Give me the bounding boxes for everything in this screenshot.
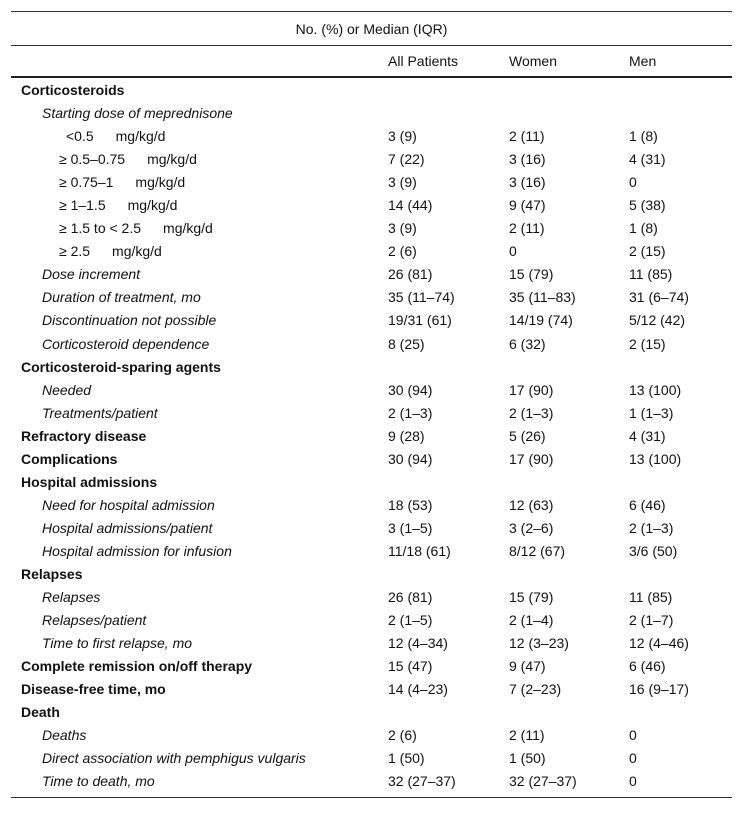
dose-unit: mg/kg/d [147,151,197,168]
women-value [498,563,618,586]
women-value: 17 (90) [509,381,554,398]
all-patients-value: 30 (94) [388,450,433,467]
dose-range-cell [11,217,377,240]
women-value: 3 (2–6) [509,519,554,536]
row-label: Time to first relapse, mo [42,635,193,652]
women-value: 15 (79) [509,266,554,283]
column-header-men: Men [618,46,732,78]
women-value: 12 (63) [509,496,554,513]
dose-range-cell [11,171,377,194]
row-label: Corticosteroid dependence [42,335,210,352]
men-value [618,77,732,102]
table-row [11,701,732,724]
column-header-women: Women [498,46,618,78]
table-body [11,77,732,798]
all-patients-value: 32 (27–37) [377,770,498,798]
row-label: Needed [42,381,92,398]
table-row [11,379,732,402]
column-header-all-patients: All Patients [377,46,498,78]
all-patients-value: 26 (81) [388,589,433,606]
all-patients-value: 3 (9) [388,128,417,145]
table-row [11,309,732,332]
women-value [498,701,618,724]
all-patients-value: 2 (1–3) [388,404,433,421]
section-label: Complete remission on/off therapy [21,658,253,675]
men-value: 13 (100) [629,381,682,398]
all-patients-value [377,102,498,125]
dose-unit: mg/kg/d [135,174,186,191]
row-label: Relapses/patient [42,612,147,629]
women-value: 3 (16) [509,151,546,168]
women-value: 0 [509,243,517,260]
row-label: Hospital admissions/patient [42,519,213,536]
men-value: 2 (1–3) [629,519,674,536]
men-value: 0 [629,750,637,767]
table-row [11,125,732,148]
table-row [11,77,732,102]
all-patients-value: 14 (4–23) [388,681,448,698]
section-label: Relapses [21,566,83,582]
men-value: 0 [629,727,637,744]
all-patients-value: 15 (47) [388,658,433,675]
women-value: 17 (90) [509,450,554,467]
all-patients-value [377,471,498,494]
men-value: 5/12 (42) [629,312,686,329]
all-patients-value: 2 (6) [388,727,417,744]
women-value: 2 (11) [509,220,545,237]
table-row [11,747,732,770]
table-row [11,471,732,494]
row-label: Deaths [42,727,87,744]
spanning-header-row [11,12,732,46]
table-row [11,217,732,240]
men-value: 2 (15) [629,335,666,352]
men-value: 12 (4–46) [629,635,689,652]
table-row [11,148,732,171]
table-row [11,678,732,701]
all-patients-value [377,563,498,586]
men-value: 1 (8) [629,128,658,145]
women-value: 9 (47) [509,658,546,675]
dose-range-cell [11,148,377,171]
table-row [11,425,732,448]
men-value: 16 (9–17) [629,681,689,698]
men-value: 11 (85) [629,266,673,283]
all-patients-value: 26 (81) [388,266,433,283]
women-value: 2 (1–4) [509,612,554,629]
men-value [618,563,732,586]
all-patients-value: 2 (6) [388,243,417,260]
row-label: Time to death, mo [11,770,377,798]
row-label: Duration of treatment, mo [42,289,201,306]
all-patients-value: 14 (44) [388,197,433,214]
section-label: Disease-free time, mo [21,681,166,698]
dose-range-label: ≥ 1–1.5 [59,197,106,214]
table-row [11,171,732,194]
table-row [11,632,732,655]
women-value: 7 (2–23) [509,681,562,698]
men-value [618,102,732,125]
table-row [11,563,732,586]
table-row [11,724,732,747]
row-label: Relapses [42,589,101,606]
row-label: Dose increment [42,266,141,283]
women-value [498,77,618,102]
men-value: 1 (8) [629,220,658,237]
row-label: Hospital admission for infusion [42,542,232,559]
men-value: 0 [618,770,732,798]
women-value [498,471,618,494]
women-value: 2 (11) [509,128,545,145]
women-value: 14/19 (74) [509,312,573,329]
women-value: 3 (16) [509,174,546,191]
all-patients-value: 19/31 (61) [388,312,452,329]
table-row [11,102,732,125]
women-value: 8/12 (67) [509,542,566,559]
men-value: 3/6 (50) [629,542,678,559]
table-row [11,286,732,309]
men-value: 0 [629,174,637,191]
women-value: 35 (11–83) [509,289,576,306]
table-row [11,333,732,356]
men-value [618,701,732,724]
table-row [11,517,732,540]
all-patients-value: 11/18 (61) [388,542,451,559]
dose-range-label: ≥ 0.5–0.75 [59,151,126,168]
dose-unit: mg/kg/d [163,220,213,237]
all-patients-value: 7 (22) [388,151,425,168]
all-patients-value: 3 (1–5) [388,519,433,536]
section-label: Hospital admissions [21,473,158,490]
all-patients-value: 18 (53) [388,496,433,513]
row-label: Need for hospital admission [42,496,215,513]
table-row [11,770,732,798]
section-label: Corticosteroids [21,82,125,99]
all-patients-value: 8 (25) [388,335,425,352]
table-row [11,194,732,217]
data-table [11,11,732,798]
dose-range-cell [11,125,377,148]
dose-unit: mg/kg/d [112,243,162,260]
men-value: 6 (46) [629,658,666,675]
women-value: 1 (50) [509,750,546,767]
section-label: Refractory disease [21,427,147,444]
all-patients-value: 35 (11–74) [388,289,455,306]
table-row [11,263,732,286]
table-header [11,12,732,78]
women-value: 32 (27–37) [498,770,618,798]
table-row [11,402,732,425]
dose-unit: mg/kg/d [127,197,178,214]
dose-range-cell [11,194,377,217]
women-value: 5 (26) [509,427,546,444]
men-value: 4 (31) [629,427,666,444]
men-value: 11 (85) [629,589,673,606]
table-row [11,494,732,517]
dose-range-label: ≥ 1.5 to < 2.5 [59,220,142,237]
men-value: 31 (6–74) [629,289,689,306]
all-patients-value: 3 (9) [388,220,417,237]
men-value [618,471,732,494]
all-patients-value: 1 (50) [388,750,425,767]
dose-range-label: <0.5 [66,128,94,145]
table-row [11,609,732,632]
row-label: Starting dose of meprednisone [42,105,233,122]
dose-range-label: ≥ 0.75–1 [59,174,114,191]
women-value: 6 (32) [509,335,546,352]
section-label: Death [21,704,60,721]
men-value: 13 (100) [629,450,682,467]
data-table-container [11,11,732,798]
all-patients-value [377,77,498,102]
women-value: 2 (11) [509,727,545,744]
all-patients-value [377,701,498,724]
table-row [11,586,732,609]
column-header-label [11,46,377,78]
all-patients-value [377,356,498,379]
spanning-header: No. (%) or Median (IQR) [11,12,732,46]
table-row [11,240,732,263]
dose-range-label: ≥ 2.5 [59,243,91,260]
men-value: 2 (15) [629,243,666,260]
men-value [618,356,732,379]
dose-unit: mg/kg/d [115,128,166,145]
section-label: Complications [21,450,118,467]
row-label: Direct association with pemphigus vulgaris [42,750,306,767]
women-value: 2 (1–3) [509,404,554,421]
row-label: Treatments/patient [42,404,158,421]
dose-range-cell [11,240,377,263]
women-value [498,102,618,125]
men-value: 2 (1–7) [629,612,674,629]
all-patients-value: 9 (28) [388,427,425,444]
table-row [11,356,732,379]
table-row [11,540,732,563]
all-patients-value: 2 (1–5) [388,612,433,629]
table-row [11,655,732,678]
section-label: Corticosteroid-sparing agents [21,358,221,375]
men-value: 5 (38) [629,197,666,214]
all-patients-value: 12 (4–34) [388,635,448,652]
table-row [11,448,732,471]
column-header-row [11,46,732,78]
all-patients-value: 30 (94) [388,381,433,398]
women-value: 15 (79) [509,589,554,606]
men-value: 1 (1–3) [629,404,674,421]
row-label: Discontinuation not possible [42,312,217,329]
men-value: 4 (31) [629,151,666,168]
women-value [498,356,618,379]
men-value: 6 (46) [629,496,666,513]
women-value: 12 (3–23) [509,635,569,652]
women-value: 9 (47) [509,197,546,214]
all-patients-value: 3 (9) [388,174,417,191]
